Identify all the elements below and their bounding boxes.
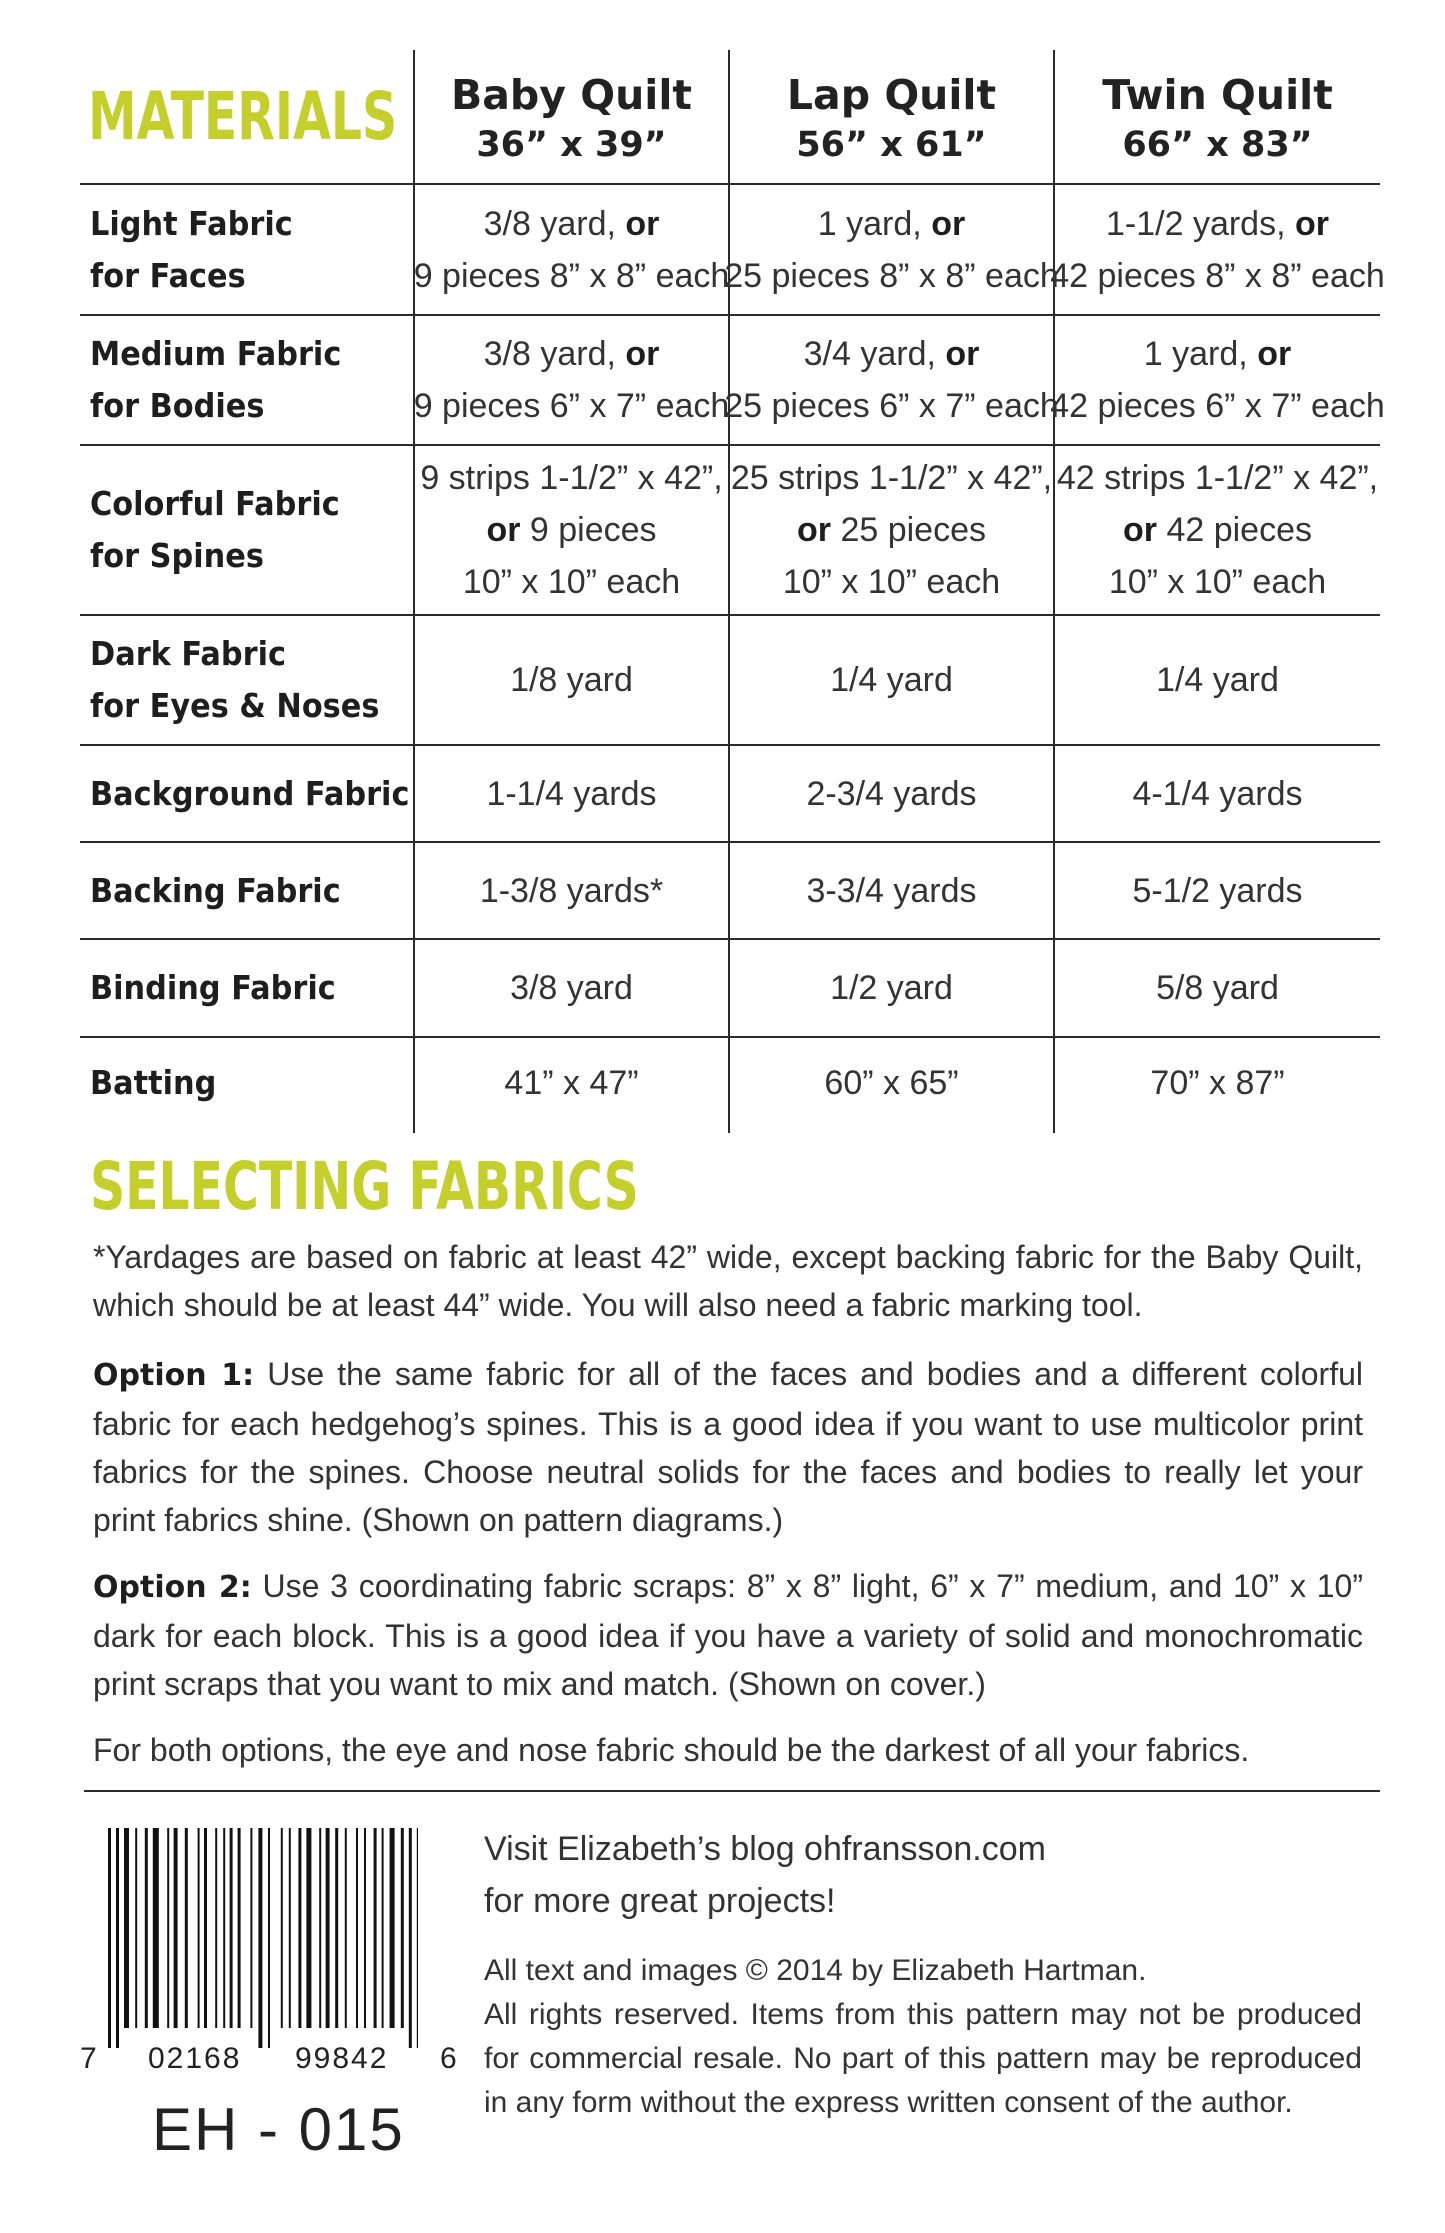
blog-line-1: Visit Elizabeth’s blog ohfransson.com [484, 1830, 1046, 1868]
row-label-light-fabric [90, 185, 293, 314]
table-cell [415, 446, 728, 614]
row-label-line: Binding Fabric [90, 968, 336, 1007]
cell-or: or [486, 511, 521, 549]
cell-text: 25 pieces [831, 511, 986, 549]
cell-text: 42 pieces 6” x 7” each [1050, 387, 1385, 425]
barcode-bar [108, 1828, 111, 2048]
row-label-line: Light Fabric [90, 203, 293, 243]
yardage-note: *Yardages are based on fabric at least 42” wide, except backing fabric for the Baby Quilt, which should be at least 44” wide. You will also need a fabric marking tool. [93, 1239, 1363, 1323]
option-1-text: Use the same fabric for all of the faces and bodies and a different colorful fabric for each hedgehog’s spines. This is a good idea if you want to use multicolor print fabrics for the spines. Choose neutral solids for the faces and bodies to really let your print fabrics shine. (Shown on pattern diagrams.) [93, 1356, 1363, 1538]
cell-or: or [1257, 335, 1292, 373]
cell-text: 25 strips 1-1/2” x 42”, [730, 459, 1053, 497]
cell-text: 25 pieces 8” x 8” each [724, 256, 1059, 295]
row-label-line: Dark Fabric [90, 634, 286, 673]
barcode-bar [268, 1828, 270, 2048]
row-label-line: Batting [90, 1063, 217, 1102]
barcode-bar [289, 1828, 291, 2028]
row-label-background-fabric [90, 746, 409, 841]
table-cell [415, 185, 728, 314]
barcode-bar [135, 1828, 137, 2028]
row-label-line: Colorful Fabric [90, 484, 340, 523]
option-2-paragraph [93, 1562, 1363, 1708]
table-cell: 1/4 yard [830, 661, 953, 699]
row-label-binding-fabric [90, 940, 336, 1036]
cell-text: 3/8 yard, [483, 335, 626, 373]
barcode-bar [167, 1828, 169, 2028]
table-cell: 1-3/8 yards* [479, 871, 664, 910]
row-label-line: Background Fabric [90, 773, 410, 813]
table-cell: 2-3/4 yards [806, 774, 977, 813]
cell-text: 9 pieces [520, 511, 657, 549]
row-label-line: Backing Fabric [90, 870, 341, 910]
barcode-digits-right: 99842 [295, 2042, 389, 2075]
barcode-bar [153, 1828, 159, 2028]
footer-divider [84, 1790, 1380, 1792]
blog-line-2: for more great projects! [484, 1882, 836, 1920]
barcode-bar [281, 1828, 283, 2028]
cell-text: 1 yard, [817, 204, 932, 243]
barcode-bar [345, 1828, 347, 2028]
barcode-bar [298, 1828, 301, 2028]
row-label-line: for Spines [90, 536, 264, 575]
option-1-paragraph [93, 1350, 1363, 1544]
column-header-name: Lap Quilt [786, 71, 997, 119]
barcode-bar [116, 1828, 119, 2048]
cell-or: or [625, 204, 660, 243]
table-cell [730, 446, 1053, 614]
column-header-size: 36” x 39” [476, 125, 667, 165]
column-header-size: 56” x 61” [796, 125, 987, 165]
cell-text: 1 yard, [1143, 335, 1258, 373]
row-label-line: Medium Fabric [90, 334, 342, 373]
barcode-digit-first: 7 [80, 2042, 97, 2075]
cell-text: 9 strips 1-1/2” x 42”, [420, 459, 723, 497]
selecting-fabrics-title: SELECTING FABRICS [90, 1148, 639, 1225]
cell-text: 9 pieces 6” x 7” each [413, 387, 730, 425]
cell-text: 3/4 yard, [803, 335, 946, 373]
cell-or: or [931, 204, 966, 243]
barcode-bar [319, 1828, 321, 2028]
table-cell: 5-1/2 yards [1132, 871, 1303, 910]
row-label-batting [90, 1038, 216, 1128]
barcode-bar [326, 1828, 330, 2028]
table-cell: 1/8 yard [510, 661, 633, 699]
table-cell [415, 316, 728, 444]
row-label-backing-fabric [90, 843, 341, 938]
barcode-bar [356, 1828, 358, 2028]
rights-paragraph: All rights reserved. Items from this pattern may not be produced for commercial resale. No part of this pattern may be reproduced in any form without the express written consent of the author. [484, 1998, 1362, 2119]
barcode-digits-left: 02168 [148, 2042, 242, 2075]
row-label-dark-fabric [90, 616, 379, 744]
column-header-name: Twin Quilt [1102, 71, 1333, 119]
pattern-code: EH - 015 [152, 2096, 405, 2163]
barcode-bar [401, 1828, 404, 2028]
copyright-line: All text and images © 2014 by Elizabeth Hartman. [484, 1954, 1147, 1987]
row-label-colorful-fabric [90, 446, 340, 614]
cell-or: or [1123, 511, 1157, 549]
barcode-bar [230, 1828, 233, 2028]
option-1-label: Option 1: [93, 1358, 255, 1393]
table-cell: 70” x 87” [1150, 1064, 1285, 1102]
barcode-bar [250, 1828, 252, 2028]
cell-text: 10” x 10” each [1108, 563, 1327, 601]
barcode-bar [223, 1828, 225, 2028]
barcode-bar [409, 1828, 412, 2048]
barcode-bar [364, 1828, 366, 2028]
option-2-label: Option 2: [93, 1570, 252, 1605]
cell-text: 42 strips 1-1/2” x 42”, [1056, 459, 1379, 497]
barcode-bar [238, 1828, 241, 2028]
table-cell: 1/2 yard [830, 969, 953, 1007]
barcode-bar [306, 1828, 311, 2028]
barcode-bar [374, 1828, 377, 2028]
table-cell: 1-1/4 yards [486, 774, 657, 813]
table-cell [724, 316, 1059, 444]
row-label-line: for Bodies [90, 386, 265, 425]
table-cell: 60” x 65” [824, 1064, 959, 1102]
table-cell: 3-3/4 yards [806, 871, 977, 910]
column-header-baby [415, 68, 728, 168]
cell-text: 3/8 yard, [483, 204, 626, 243]
cell-or: or [1294, 204, 1329, 243]
table-cell [1055, 446, 1380, 614]
barcode-bar [185, 1828, 188, 2028]
cell-text: 42 pieces [1157, 511, 1312, 549]
column-header-lap [730, 68, 1053, 168]
barcode-digit-last: 6 [440, 2042, 457, 2075]
table-cell [1050, 185, 1385, 314]
cell-or: or [797, 511, 831, 549]
barcode-bar [382, 1828, 384, 2028]
option-2-text: Use 3 coordinating fabric scraps: 8” x 8” light, 6” x 7” medium, and 10” x 10” dark for each block. This is a good idea if you have a variety of solid and monochromatic print scraps that you want to mix and match. (Shown on cover.) [93, 1568, 1363, 1702]
barcode-bar [145, 1828, 148, 2028]
barcode-bar [258, 1828, 262, 2048]
barcode-bar [124, 1828, 129, 2028]
barcode-bar [390, 1828, 395, 2028]
row-label-medium-fabric [90, 316, 341, 444]
column-header-name: Baby Quilt [450, 71, 692, 119]
table-cell: 3/8 yard [510, 969, 633, 1007]
cell-text: 10” x 10” each [462, 563, 681, 601]
both-options-note: For both options, the eye and nose fabric should be the darkest of all your fabrics. [93, 1732, 1250, 1768]
row-label-line: for Eyes & Noses [90, 686, 380, 725]
cell-text: 25 pieces 6” x 7” each [724, 387, 1059, 425]
barcode-bar [417, 1828, 418, 2048]
table-cell: 41” x 47” [504, 1064, 639, 1102]
barcode-bar [335, 1828, 338, 2028]
table-cell [724, 185, 1059, 314]
cell-text: 1-1/2 yards, [1106, 204, 1295, 243]
row-label-line: for Faces [90, 255, 246, 295]
table-cell: 5/8 yard [1156, 969, 1279, 1007]
cell-text: 9 pieces 8” x 8” each [413, 256, 730, 295]
barcode-bar [215, 1828, 217, 2028]
table-cell: 4-1/4 yards [1132, 774, 1303, 813]
cell-or: or [945, 335, 980, 373]
barcode-bar [204, 1828, 207, 2028]
barcode-bar [174, 1828, 178, 2028]
cell-text: 42 pieces 8” x 8” each [1050, 256, 1385, 295]
column-header-twin [1055, 68, 1380, 168]
table-cell: 1/4 yard [1156, 661, 1279, 699]
materials-title: MATERIALS [88, 78, 398, 155]
table-cell [1050, 316, 1385, 444]
barcode-bar [198, 1828, 200, 2028]
cell-text: 10” x 10” each [782, 563, 1001, 601]
cell-or: or [625, 335, 660, 373]
barcode [108, 1828, 418, 2048]
column-header-size: 66” x 83” [1122, 125, 1313, 165]
